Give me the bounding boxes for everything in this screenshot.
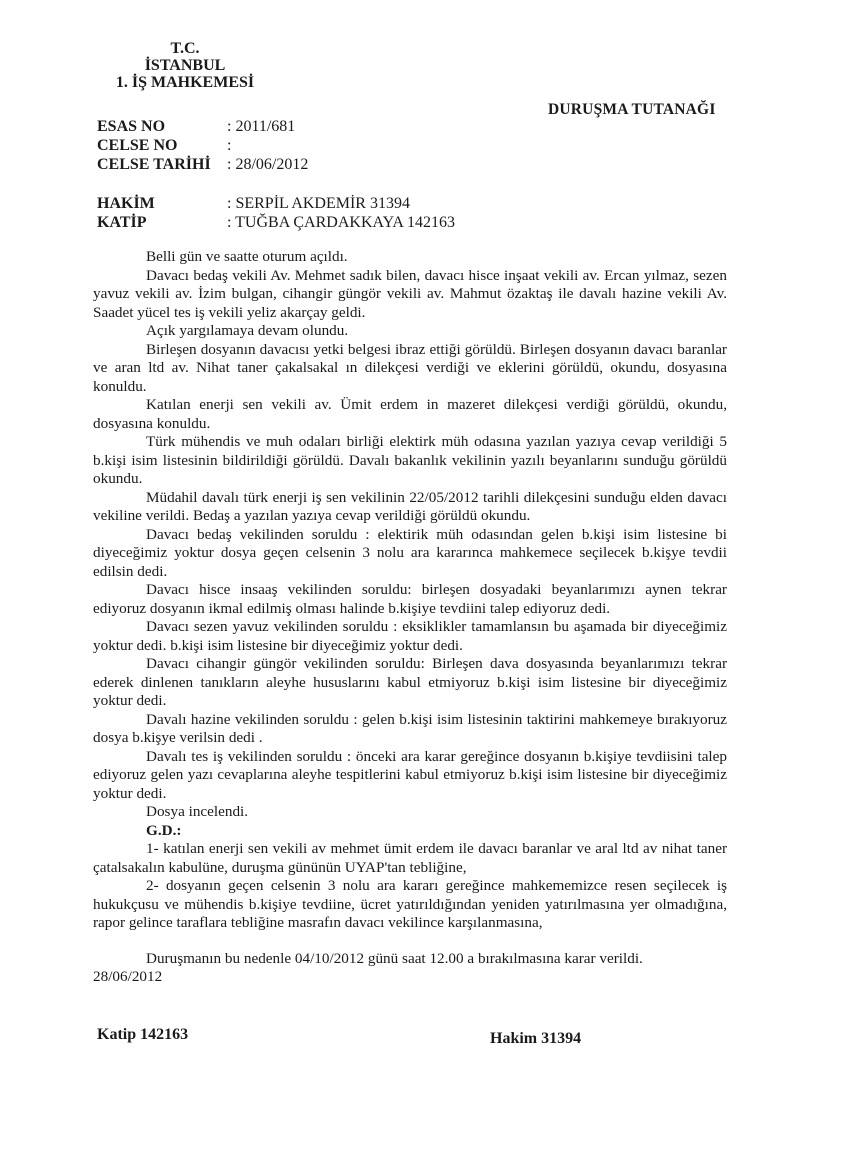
document-title: DURUŞMA TUTANAĞI: [548, 101, 716, 118]
esas-value: : 2011/681: [227, 118, 296, 135]
paragraph: Dosya incelendi.: [146, 803, 249, 820]
clerk-signature: Katip 142163: [97, 1026, 189, 1043]
gd-heading: G.D.:: [146, 821, 182, 839]
minutes-body: [93, 248, 727, 987]
paragraph: Birleşen dosyanın davacısı yetki belgesi ibraz ettiği görüldü. Birleşen dosyanın davacı baranlar ve aran ltd av. Nihat taner çakalsakal ın dilekçesi verdiği ve eklerini görüldü, okundu, dosyasına konuldu.: [93, 340, 727, 395]
judge-label: HAKİM: [97, 195, 155, 212]
paragraph: Davacı sezen yavuz vekilinden soruldu : eksiklikler tamamlansın bu aşamada bir diyeceğimiz yoktur dedi. b.kişi isim listesine bir diyeceğimiz yoktur dedi.: [93, 618, 727, 654]
judge-row: [97, 195, 410, 213]
celse-value: :: [227, 137, 232, 154]
esas-label: ESAS NO: [97, 118, 166, 135]
paragraph: Belli gün ve saatte oturum açıldı.: [146, 248, 348, 265]
paragraph: Türk mühendis ve muh odaları birliği elektirk müh odasına yazılan yazıya cevap verildiği 5 b.kişi isim listesinin bildirildiği görüldü. Davalı bakanlık vekilinin yazılı beyanlarını sunduğu görüldü okundu.: [93, 433, 727, 487]
court-line-tc: T.C.: [170, 40, 200, 57]
judge-signature: Hakim 31394: [490, 1030, 582, 1047]
decision-item: 1- katılan enerji sen vekili av mehmet ümit erdem ile davacı baranlar ve aral ltd av nihat taner çatalsakalın kabulüne, duruşma gününün UYAP'tan tebliğine,: [93, 840, 727, 876]
paragraph: Davacı bedaş vekili Av. Mehmet sadık bilen, davacı hisce inşaat vekili av. Ercan yılmaz, sezen yavuz vekili av. İzim bulgan, cihangir güngör vekili av. Mahmut özaktaş ile davalı hazine vekili Av. Saadet yücel tes iş vekili yeliz akarçay geldi.: [93, 266, 727, 321]
paragraph: Açık yargılamaya devam olundu.: [146, 322, 349, 339]
clerk-value: : TUĞBA ÇARDAKKAYA 142163: [227, 214, 456, 231]
paragraph: Davacı bedaş vekilinden soruldu : elektirik müh odasından gelen b.kişi isim listesine bi diyeceğimiz yoktur dosya geçen celsenin 3 nolu ara kararınca mahkemece seçilecek b.kişye tevdii edilsin dedi.: [93, 525, 727, 580]
case-date-row: [97, 156, 308, 174]
case-celse-row: [97, 137, 231, 155]
court-line-name: 1. İŞ MAHKEMESİ: [115, 74, 255, 91]
paragraph: Davacı hisce insaaş vekilinden soruldu: birleşen dosyadaki beyanlarımızı aynen tekrar ediyoruz dosyanın ikmal edilmiş olması halinde b.kişiye tevdiini talep ediyoruz dedi.: [93, 581, 727, 617]
celse-label: CELSE NO: [97, 137, 178, 154]
clerk-row: [97, 214, 455, 232]
paragraph: Katılan enerji sen vekili av. Ümit erdem in mazeret dilekçesi verdiği görüldü, okundu, dosyasına konuldu.: [93, 396, 727, 432]
closing-date: 28/06/2012: [93, 968, 163, 985]
paragraph: Müdahil davalı türk enerji iş sen vekilinin 22/05/2012 tarihli dilekçesini sunduğu elden davacı vekiline verildi. Bedaş a yazılan yazıya cevap verildiği görüldü okundu.: [93, 488, 727, 524]
court-line-city: İSTANBUL: [144, 57, 226, 74]
clerk-label: KATİP: [97, 214, 147, 231]
court-header: [100, 40, 270, 91]
closing-statement: Duruşmanın bu nedenle 04/10/2012 günü saat 12.00 a bırakılmasına karar verildi.: [146, 949, 643, 967]
judge-value: : SERPİL AKDEMİR 31394: [227, 195, 410, 212]
case-esas-row: [97, 118, 295, 136]
decision-item: 2- dosyanın geçen celsenin 3 nolu ara kararı gereğince mahkememizce resen seçilecek iş hukukçusu ve mühendis b.kişiye tevdiine, ücret yatırıldığından yeniden yatırılmasına yer olmadığına, rapor gelince taraflara tebliğine masrafın davacı vekilince karşılanmasına,: [93, 877, 727, 931]
paragraph: Davalı hazine vekilinden soruldu : gelen b.kişi isim listesinin taktirini mahkemeye bırakıyoruz dosya b.kişye verilsin dedi .: [93, 710, 727, 746]
celse-date-label: CELSE TARİHİ: [97, 156, 211, 173]
paragraph: Davacı cihangir güngör vekilinden soruldu: Birleşen dava dosyasında beyanlarımızı tekrar ederek dinlenen tanıkların aleyhe hususlarını kabul etmiyoruz b.kişi isim listesine bir diyeceğimiz yoktur dedi.: [93, 655, 727, 709]
celse-date-value: : 28/06/2012: [227, 156, 309, 173]
paragraph: Davalı tes iş vekilinden soruldu : önceki ara karar gereğince dosyanın b.kişiye tevdiisini talep ediyoruz gelen yazı cevaplarına aleyhe tespitlerini kabul etmiyoruz b.kişi isim listesine bir diyeceğimiz yoktur dedi.: [93, 747, 727, 802]
